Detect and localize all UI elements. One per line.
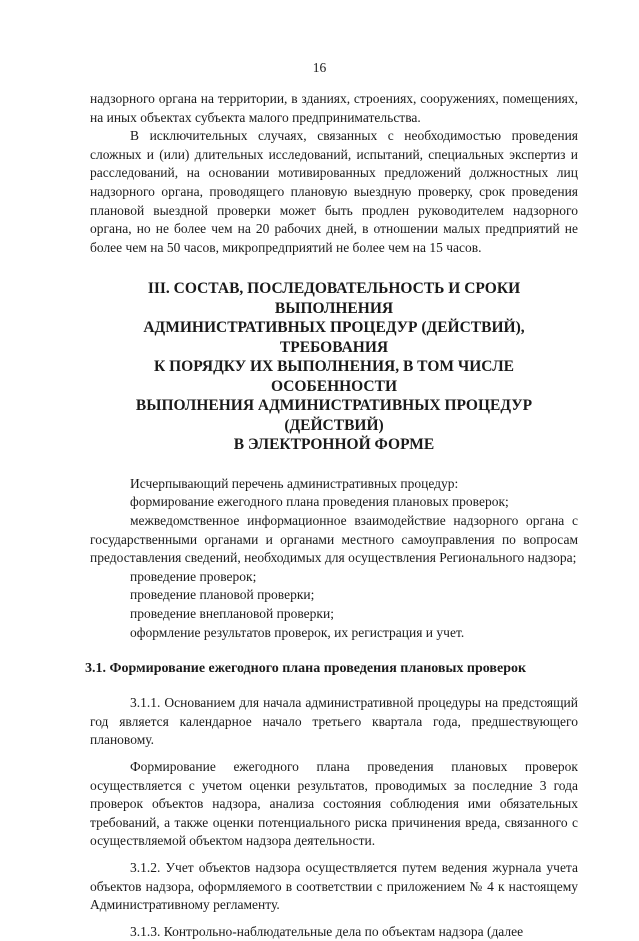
procedure-item: оформление результатов проверок, их регистрация и учет.	[130, 624, 465, 640]
procedure-item: проведение внеплановой проверки;	[130, 606, 334, 621]
paragraph: 3.1.3. Контрольно-наблюдательные дела по объектам надзора (далее	[130, 923, 524, 939]
section-heading-line: АДМИНИСТРАТИВНЫХ ПРОЦЕДУР (ДЕЙСТВИЙ), ТРЕБОВАНИЯ	[143, 319, 525, 356]
section-heading-line: В ЭЛЕКТРОННОЙ ФОРМЕ	[233, 436, 435, 454]
subsection-heading: 3.1. Формирование ежегодного плана проведения плановых проверок	[85, 661, 527, 677]
procedure-item: формирование ежегодного плана проведения плановых проверок;	[130, 494, 509, 510]
section-heading-line: ВЫПОЛНЕНИЯ АДМИНИСТРАТИВНЫХ ПРОЦЕДУР (ДЕЙСТВИЙ)	[135, 397, 533, 434]
procedure-item: проведение плановой проверки;	[130, 587, 315, 603]
section-heading-line: III. СОСТАВ, ПОСЛЕДОВАТЕЛЬНОСТЬ И СРОКИ ВЫПОЛНЕНИЯ	[147, 280, 521, 317]
page-number: 16	[312, 60, 327, 75]
paragraph: Формирование ежегодного плана проведения плановых проверок осуществляется с учетом оценки результатов, проводимых за последние 3 года проверок объектов надзора, анализа состояния соблюдения ими обязательных требований, а также оценки потенциального риска причинения вреда, связанного с осуществляемой объектом надзора деятельности.	[90, 758, 578, 849]
section-heading-line: К ПОРЯДКУ ИХ ВЫПОЛНЕНИЯ, В ТОМ ЧИСЛЕ ОСОБЕННОСТИ	[153, 358, 515, 395]
continued-paragraph: надзорного органа на территории, в зданиях, строениях, сооружениях, помещениях, на иных объектах субъекта малого предпринимательства.	[90, 91, 578, 125]
paragraph: 3.1.2. Учет объектов надзора осуществляется путем ведения журнала учета объектов надзора, оформляемого в соответствии с приложением № 4 к настоящему Административному регламенту.	[90, 859, 578, 913]
paragraph: 3.1.1. Основанием для начала административной процедуры на предстоящий год является календарное начало третьего квартала года, предшествующего плановому.	[90, 695, 578, 748]
extension-paragraph: В исключительных случаях, связанных с необходимостью проведения сложных и (или) длительных исследований, испытаний, специальных экспертиз и расследований, на основании мотивированных предложений должностных лиц надзорного органа, проводящего плановую выездную проверку, срок проведения плановой выездной проверки может быть продлен руководителем надзорного органа, но не более чем на 20 рабочих дней, в отношении малых предприятий не более чем на 50 часов, микропредприятий не более чем на 15 часов.	[90, 128, 578, 255]
document-body	[85, 90, 578, 941]
procedure-item: межведомственное информационное взаимодействие надзорного органа с государственными органами и органами местного самоуправления по вопросам предоставления сведений, необходимых для осуществления Регионального надзора;	[90, 513, 578, 566]
procedures-intro: Исчерпывающий перечень административных процедур:	[130, 475, 459, 491]
procedure-item: проведение проверок;	[130, 568, 257, 584]
section-heading	[90, 279, 578, 455]
